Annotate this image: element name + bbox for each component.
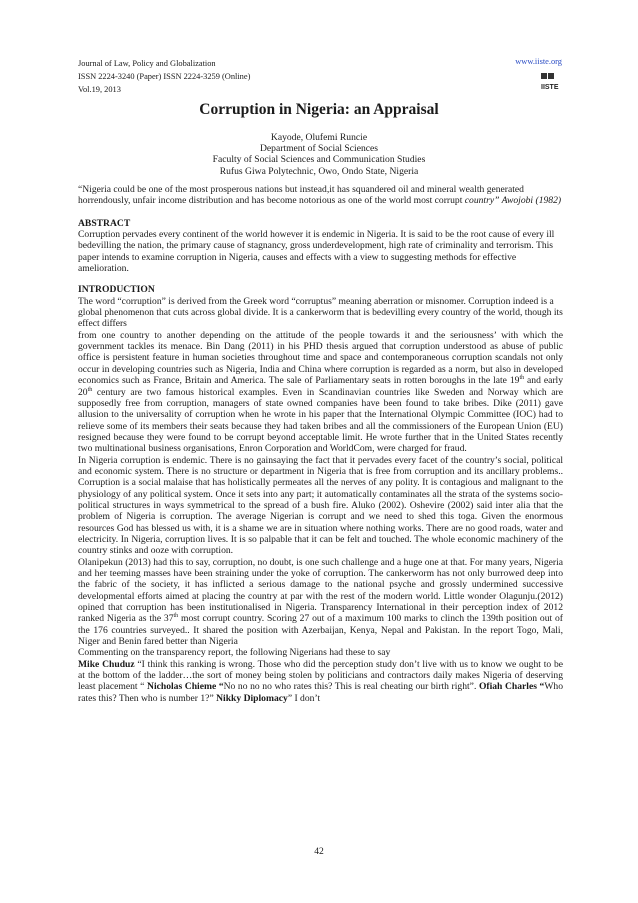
body-text	[78, 184, 563, 704]
issn-line: ISSN 2224-3240 (Paper) ISSN 2224-3259 (Online)	[78, 72, 251, 81]
page-number: 42	[314, 846, 324, 857]
author-institution: Rufus Giwa Polytechnic, Owo, Ondo State, Nigeria	[219, 165, 419, 177]
intro-paragraph-3: In Nigeria corruption is endemic. There is no gainsaying the fact that it pervades every facet of the country’s social, political and economic system. There is no structure or department in Nigeria that is free from corruption and its ancillary problems.. Corruption is a social malaise that has holistically permeates all the nerves of any polity. It is contagious and malignant to the physiology of any political system. Once it sets into any part; it automatically contaminates all the strata of the systems socio-political structures in ways symmetrical to the spread of a bush fire. Aluko (2002). Oshevire (2002) said inter alia that the problem of Nigeria is corruption. The average Nigerian is corrupt and we need to shed this toga. Given the enormous resources God has blessed us with, it is a shame we are in situation where nothing works. There are no good roads, water and electricity. In Nigeria, corruption lives. It is so palpable that it can be felt and touched. The whole economic machinery of the country stinks and ooze with corruption.	[78, 454, 563, 557]
author-department: Department of Social Sciences	[259, 143, 378, 155]
quote-text: “Nigeria could be one of the most prosperous nations but instead,it has squandered oil and mineral wealth generated horrendously, unfair income distribution and has become notorious as one of the world most corrupt	[78, 184, 524, 207]
iiste-logo	[541, 72, 563, 90]
intro-paragraph-5: Commenting on the transparency report, the following Nigerians had these to say	[78, 647, 391, 659]
volume-line: Vol.19, 2013	[78, 85, 121, 94]
intro-paragraph-2: from one country to another depending on the attitude of the people towards it and the seriousness’ with which the government tackles its menace. Bin Dang (2011) in his PHD thesis argued that corruption understood as abuse of public office is persistent feature in human societies throughout time and space and contemporaneous corruption scandals not only occur in developing countries such as Nigeria, India and China where corruption is regarded as a norm, but also in developed economics such as France, Britain and America. The sale of Parliamentary seats in rotten boroughs in the late 19th and early 20th century are two famous historical examples. Even in Scandinavian countries like Sweden and Norway which are supposedly free from corruption, managers of state owned companies have been found to take bribes. Dike (2011) gave allusion to the universality of corruption when he wrote in his paper that the International Olympic Committee (IOC) had to relieve some of its members their seats because they had taken bribes and all the commissioners of the European Union (EU) resigned because they were found to be corrupt beyond acceptable limit. He wrote further that in the United States recently two multinational business organisations, Enron Corporation and WorldCom, were charged for fraud.	[78, 329, 564, 455]
commenter-name: Mike Chuduz	[78, 658, 135, 670]
intro-paragraph-6: Mike Chuduz “I think this ranking is wrong. Those who did the perception study don’t live with us to know we ought to be at the bottom of the ladder…the sort of money being stolen by politicians and contractors daily makes Nigeria of deserving least placement “ Nicholas Chieme “No no no no who rates this? This is real cheating our birth right”. Ofiah Charles “Who rates this? Then who is number 1?” Nikky Diplomacy” I don’t	[78, 658, 564, 704]
quote-attribution: country” Awojobi (1982)	[464, 195, 562, 207]
journal-header	[78, 57, 250, 96]
author-faculty: Faculty of Social Sciences and Communication Studies	[212, 154, 426, 166]
author-block	[0, 132, 638, 177]
abstract-text: Corruption pervades every continent of the world however it is endemic in Nigeria. It is said to be the root cause of every ill bedevilling the nation, the primary cause of stagnancy, gross underdevelopment, high rate of criminality and terrorism. This paper intends to examine corruption in Nigeria, causes and effects with a view to suggesting methods for effective amelioration.	[78, 229, 555, 275]
introduction-heading: INTRODUCTION	[78, 284, 155, 296]
author-name: Kayode, Olufemi Runcie	[270, 132, 368, 143]
epigraph-quote	[78, 184, 563, 207]
journal-name: Journal of Law, Policy and Globalization	[78, 59, 216, 68]
paper-title: Corruption in Nigeria: an Appraisal	[199, 101, 439, 118]
abstract-heading: ABSTRACT	[78, 217, 131, 229]
intro-paragraph-1: The word “corruption” is derived from the Greek word “corruptus” meaning aberration or misnomer. Corruption indeed is a global phenomenon that cuts across global divide. It is a cankerworm that is bedevilling every country of the world, though its effect differs	[78, 295, 563, 330]
intro-paragraph-4: Olanipekun (2013) had this to say, corruption, no doubt, is one such challenge and a huge one at that. For many years, Nigeria and her teeming masses have been straining under the yoke of corruption. The cankerworm has not only burrowed deep into the fabric of the society, it has inflicted a serious damage to the national psyche and grossly undermined successive developmental efforts aimed at placing the country at par with the rest of the modern world. Little wonder Olagunju.(2012) opined that corruption has been institutionalised in Nigeria. Transparency International in their perception index of 2012 ranked Nigeria as the 37th most corrupt country. Scoring 27 out of a maximum 100 marks to clinch the 139th position out of the 176 countries surveyed.. It shared the position with Azerbaijan, Kenya, Nepal and Pakistan. In the report Togo, Mali, Niger and Benin fared better than Nigeria	[78, 556, 563, 648]
commenter-name: Ofiah Charles “	[478, 681, 545, 693]
journal-url-link[interactable]: www.iiste.org	[515, 57, 562, 66]
logo-text: IISTE	[541, 84, 559, 91]
commenter-name: Nicholas Chieme “	[147, 681, 224, 693]
commenter-name: Nikky Diplomacy	[216, 692, 288, 704]
